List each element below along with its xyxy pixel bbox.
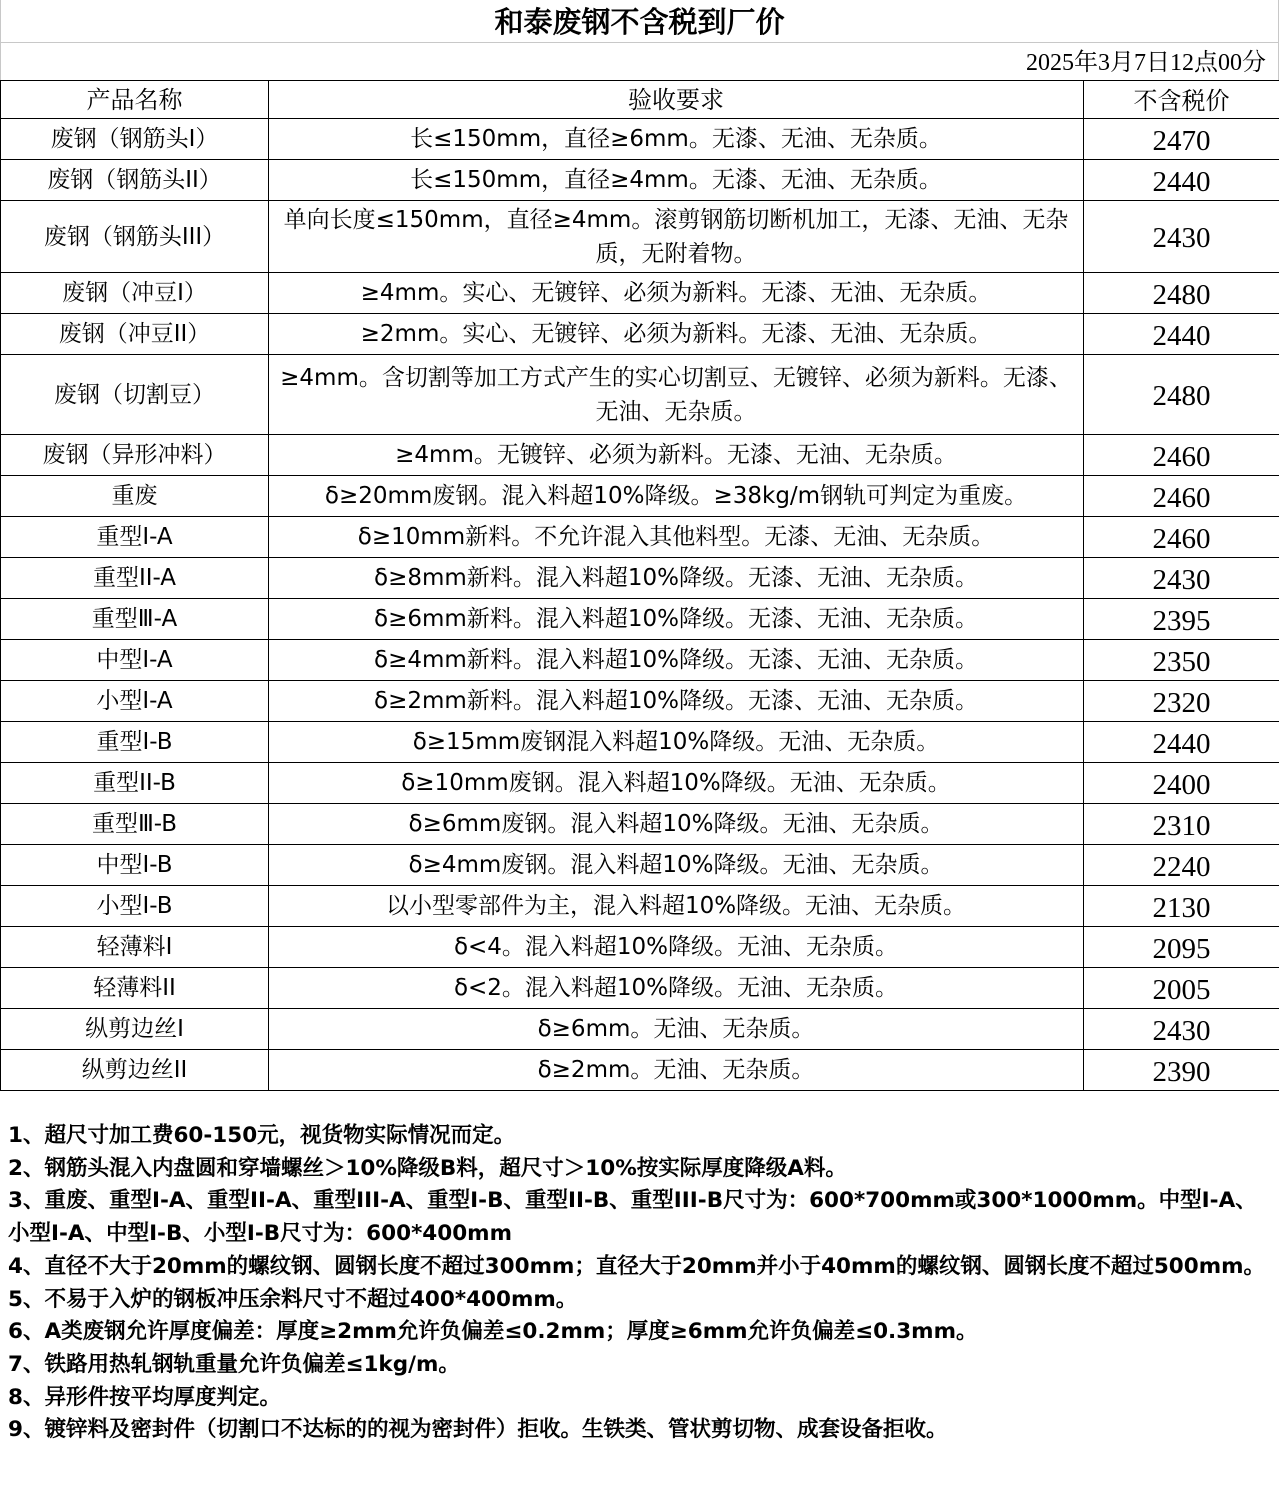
note-item: 3、重废、重型I-A、重型II-A、重型III-A、重型I-B、重型II-B、重型III-B尺寸为：600*700mm或300*1000mm。中型I-A、小型I-A、中型I-B、小型I-B尺寸为：600*400mm [8, 1188, 1257, 1247]
product-name: 小型I-A [1, 681, 269, 722]
price: 2460 [1084, 517, 1279, 558]
table-row [1, 517, 1279, 558]
table-row [1, 968, 1279, 1009]
note-item: 2、钢筋头混入内盘圆和穿墙螺丝＞10%降级B料，超尺寸＞10%按实际厚度降级A料。 [8, 1155, 847, 1181]
price: 2430 [1084, 1009, 1279, 1050]
product-name: 小型I-B [1, 886, 269, 927]
requirement: 以小型零部件为主，混入料超10%降级。无油、无杂质。 [269, 886, 1084, 927]
table-header-row [1, 81, 1279, 119]
requirement: ≥2mm。实心、无镀锌、必须为新料。无漆、无油、无杂质。 [269, 314, 1084, 355]
price: 2320 [1084, 681, 1279, 722]
price: 2005 [1084, 968, 1279, 1009]
requirement: δ≥6mm废钢。混入料超10%降级。无油、无杂质。 [269, 804, 1084, 845]
requirement: δ≥2mm新料。混入料超10%降级。无漆、无油、无杂质。 [269, 681, 1084, 722]
price: 2350 [1084, 640, 1279, 681]
product-name: 废钢（异形冲料） [1, 435, 269, 476]
product-name: 废钢（冲豆I） [1, 273, 269, 314]
product-name: 轻薄料II [1, 968, 269, 1009]
product-name: 中型I-B [1, 845, 269, 886]
requirement: δ≥6mm。无油、无杂质。 [269, 1009, 1084, 1050]
table-row [1, 640, 1279, 681]
requirement: δ<4。混入料超10%降级。无油、无杂质。 [269, 927, 1084, 968]
table-row [1, 201, 1279, 273]
table-row [1, 763, 1279, 804]
product-name: 重型I-B [1, 722, 269, 763]
requirement: δ≥4mm废钢。混入料超10%降级。无油、无杂质。 [269, 845, 1084, 886]
product-name: 轻薄料I [1, 927, 269, 968]
table-row [1, 599, 1279, 640]
table-row [1, 1050, 1279, 1091]
sheet-title: 和泰废钢不含税到厂价 [0, 0, 1279, 42]
product-name: 重型Ⅲ-B [1, 804, 269, 845]
note-item: 6、A类废钢允许厚度偏差：厚度≥2mm允许负偏差≤0.2mm；厚度≥6mm允许负偏差≤0.3mm。 [8, 1319, 978, 1345]
price: 2095 [1084, 927, 1279, 968]
product-name: 重型I-A [1, 517, 269, 558]
price: 2240 [1084, 845, 1279, 886]
table-row [1, 160, 1279, 201]
note-item: 1、超尺寸加工费60-150元，视货物实际情况而定。 [8, 1123, 516, 1148]
note-item: 9、镀锌料及密封件（切割口不达标的的视为密封件）拒收。生铁类、管状剪切物、成套设备拒收。 [8, 1417, 948, 1443]
price: 2310 [1084, 804, 1279, 845]
product-name: 重型Ⅲ-A [1, 599, 269, 640]
product-name: 中型I-A [1, 640, 269, 681]
table-row [1, 273, 1279, 314]
header-price: 不含税价 [1084, 81, 1279, 119]
table-row [1, 886, 1279, 927]
table-row [1, 119, 1279, 160]
table-row [1, 927, 1279, 968]
product-name: 废钢（钢筋头I） [1, 119, 269, 160]
notes-section [0, 1120, 1279, 1447]
requirement: δ≥6mm新料。混入料超10%降级。无漆、无油、无杂质。 [269, 599, 1084, 640]
price: 2460 [1084, 435, 1279, 476]
product-name: 纵剪边丝I [1, 1009, 269, 1050]
requirement: δ≥8mm新料。混入料超10%降级。无漆、无油、无杂质。 [269, 558, 1084, 599]
price: 2430 [1084, 558, 1279, 599]
table-row [1, 722, 1279, 763]
product-name: 废钢（钢筋头III） [1, 201, 269, 273]
table-row [1, 355, 1279, 435]
requirement: δ≥2mm。无油、无杂质。 [269, 1050, 1084, 1091]
requirement: δ≥20mm废钢。混入料超10%降级。≥38kg/m钢轨可判定为重废。 [269, 476, 1084, 517]
price: 2480 [1084, 273, 1279, 314]
requirement: ≥4mm。无镀锌、必须为新料。无漆、无油、无杂质。 [269, 435, 1084, 476]
requirement: δ≥15mm废钢混入料超10%降级。无油、无杂质。 [269, 722, 1084, 763]
price: 2480 [1084, 355, 1279, 435]
note-item: 7、铁路用热轧钢轨重量允许负偏差≤1kg/m。 [8, 1351, 460, 1377]
price: 2390 [1084, 1050, 1279, 1091]
product-name: 纵剪边丝II [1, 1050, 269, 1091]
note-item: 5、不易于入炉的钢板冲压余料尺寸不超过400*400mm。 [8, 1286, 578, 1312]
price: 2470 [1084, 119, 1279, 160]
price: 2430 [1084, 201, 1279, 273]
price: 2440 [1084, 314, 1279, 355]
product-name: 废钢（钢筋头II） [1, 160, 269, 201]
product-name: 重型II-B [1, 763, 269, 804]
price: 2460 [1084, 476, 1279, 517]
price: 2400 [1084, 763, 1279, 804]
price: 2395 [1084, 599, 1279, 640]
table-row [1, 845, 1279, 886]
sheet-date: 2025年3月7日12点00分 [0, 42, 1279, 80]
product-name: 废钢（冲豆II） [1, 314, 269, 355]
table-row [1, 558, 1279, 599]
requirement: δ≥10mm新料。不允许混入其他料型。无漆、无油、无杂质。 [269, 517, 1084, 558]
table-row [1, 476, 1279, 517]
requirement: 长≤150mm，直径≥4mm。无漆、无油、无杂质。 [269, 160, 1084, 201]
product-name: 废钢（切割豆） [1, 355, 269, 435]
header-product-name: 产品名称 [1, 81, 269, 119]
note-item: 4、直径不大于20mm的螺纹钢、圆钢长度不超过300mm；直径大于20mm并小于40mm的螺纹钢、圆钢长度不超过500mm。 [8, 1253, 1266, 1279]
price: 2130 [1084, 886, 1279, 927]
table-row [1, 804, 1279, 845]
table-row [1, 435, 1279, 476]
header-requirement: 验收要求 [269, 81, 1084, 119]
requirement: ≥4mm。实心、无镀锌、必须为新料。无漆、无油、无杂质。 [269, 273, 1084, 314]
table-row [1, 681, 1279, 722]
price: 2440 [1084, 722, 1279, 763]
requirement: 长≤150mm，直径≥6mm。无漆、无油、无杂质。 [269, 119, 1084, 160]
requirement: δ≥4mm新料。混入料超10%降级。无漆、无油、无杂质。 [269, 640, 1084, 681]
requirement: ≥4mm。含切割等加工方式产生的实心切割豆、无镀锌、必须为新料。无漆、无油、无杂质。 [269, 355, 1084, 435]
requirement: δ≥10mm废钢。混入料超10%降级。无油、无杂质。 [269, 763, 1084, 804]
note-item: 8、异形件按平均厚度判定。 [8, 1384, 281, 1410]
price-table [0, 80, 1279, 1091]
requirement: δ<2。混入料超10%降级。无油、无杂质。 [269, 968, 1084, 1009]
product-name: 重废 [1, 476, 269, 517]
requirement: 单向长度≤150mm，直径≥4mm。滚剪钢筋切断机加工，无漆、无油、无杂质，无附着物。 [269, 201, 1084, 273]
price: 2440 [1084, 160, 1279, 201]
product-name: 重型II-A [1, 558, 269, 599]
table-row [1, 1009, 1279, 1050]
table-row [1, 314, 1279, 355]
